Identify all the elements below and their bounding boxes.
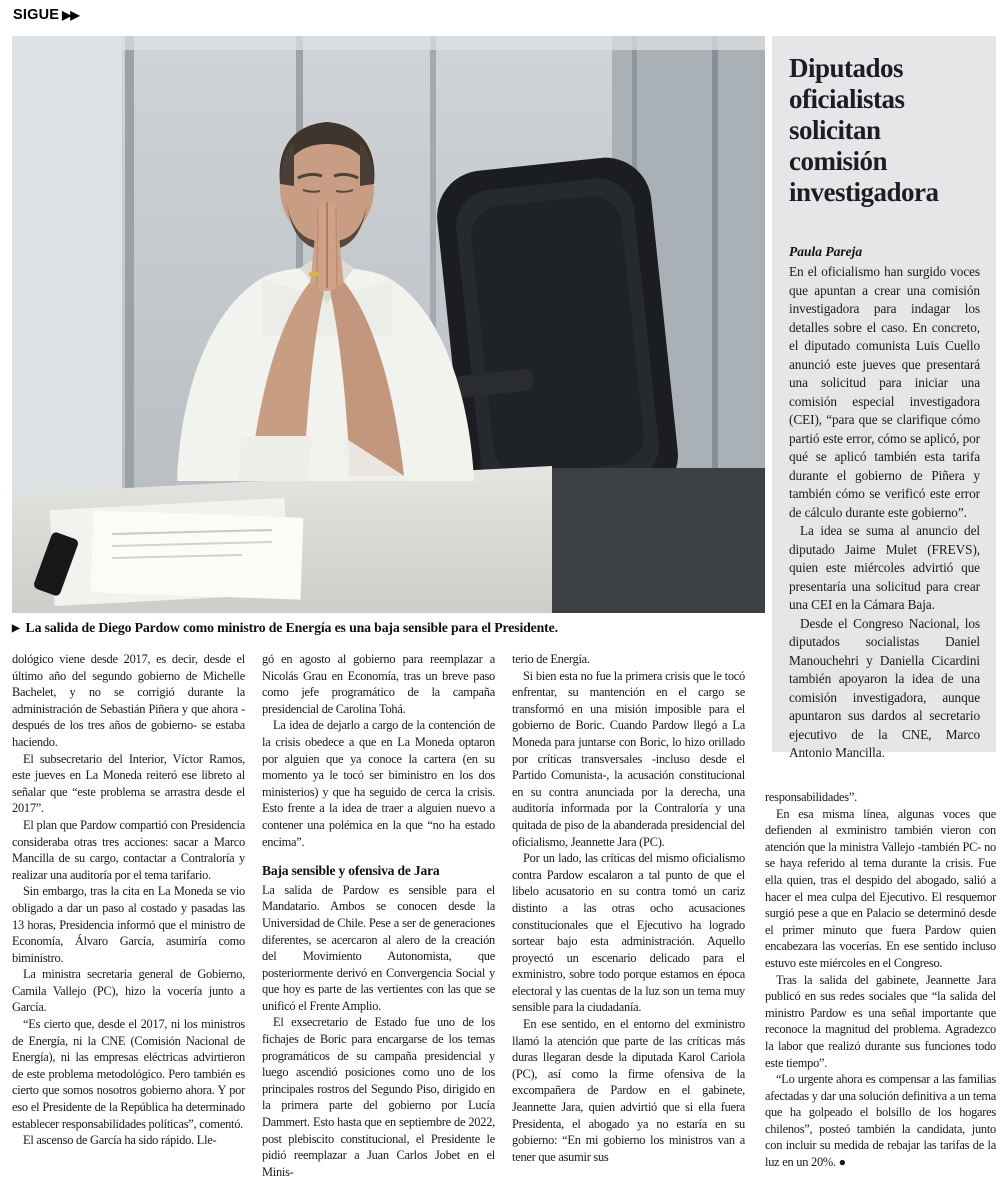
paragraph: “Es cierto que, desde el 2017, ni los ministros de Energía, ni la CNE (Comisión Nacional de Energía), ni las empresas eléctricas advirtieron de este problema metodológico. Pero también es cierto que somos nosotros gobierno ahora. Y por eso el Presidente de la República ha determinado establecer responsabilidades políticas”, comentó.: [12, 1017, 245, 1131]
article-subhead: Baja sensible y ofensiva de Jara: [262, 863, 440, 879]
paragraph: En esa misma línea, algunas voces que defienden al exministro también vieron con atención que la ministra Vallejo -también PC- no se haya referido al tema durante la crisis. Fue ella quien, tras el despido del abogado, salió a hacer el mea culpa del Ejecutivo. El resquemor surgió pese a que en Palacio se determinó desde el primer minuto que fuera Pardow quien encabezara las vocerías. En ese sentido incluso estuvo este miércoles en el Congreso.: [765, 806, 996, 970]
paragraph: gó en agosto al gobierno para reemplazar a Nicolás Grau en Economía, tras un breve paso como jefe programático de la campaña presidencial de Carolina Tohá.: [262, 652, 495, 716]
sidebar-paragraph: La idea se suma al anuncio del diputado Jaime Mulet (FREVS), quien este miércoles advirtió que presentaría una solicitud para crear una CEI en la Cámara Baja.: [789, 523, 980, 612]
paragraph: En ese sentido, en el entorno del exministro llamó la atención que parte de las críticas más duras llegaran desde la diputada Karol Cariola (PC), así como la firme ofensiva de la excompañera de Pardow en el gabinete, Jeannette Jara, quien advirtió que si ella fuera Presidenta, el abogado ya no estaría en su gobierno: “En mi gobierno los ministros van a tener que asumir sus: [512, 1017, 745, 1164]
paragraph: Tras la salida del gabinete, Jeannette Jara publicó en sus redes sociales que “la salida del ministro Pardow es una señal importante que reconoce la magnitud del problema. Agradezco la labor que realizó durante sus funciones todo este tiempo”.: [765, 972, 996, 1070]
kicker-arrows-icon: ▶▶: [62, 8, 79, 22]
paragraph: terio de Energía.: [512, 652, 590, 666]
paragraph: Por un lado, las críticas del mismo oficialismo contra Pardow escalaron a tal punto de que el libelo acusatorio en su contra tomó un cariz distinto a las otras ocho acusaciones constitucionales que el Ejecutivo ha logrado sortear bajo esta administración. Aquello proyectó un escenario delicado para el exministro, sobre todo porque estamos en época electoral y las cuentas de la luz son un tema muy sensible para la ciudadanía.: [512, 851, 745, 1015]
article-column-4: [765, 789, 996, 1171]
sidebar-box: [772, 36, 996, 760]
kicker: [13, 7, 79, 23]
paragraph: El plan que Pardow compartió con Presidencia consideraba otras tres acciones: sacar a Marco Mancilla de su cargo, contactar a Contraloría y realizar una auditoría por el tema tarifario.: [12, 817, 245, 882]
photo-caption-row: [12, 620, 765, 636]
photo-illustration: [12, 36, 765, 613]
paragraph: dológico viene desde 2017, es decir, desde el último año del segundo gobierno de Michelle Bachelet, y no se corrigió durante la administración de Sebastián Piñera y que ahora - después de los tres años de gobierno- se estaba haciendo.: [12, 652, 245, 749]
article-column-2: [262, 651, 495, 1180]
sidebar-byline: Paula Pareja: [789, 244, 863, 259]
paragraph: responsabilidades”.: [765, 790, 857, 804]
sidebar-title: Diputados oficialistas solicitan comisión investigadora: [789, 53, 939, 207]
kicker-label: SIGUE: [13, 7, 60, 23]
sidebar-paragraph: Desde el Congreso Nacional, los diputados socialistas Daniel Manouchehri y Daniella Cicardini también apoyaron la idea de una comisión investigadora, aunque apuntaron sus dardos al secretario ejecutivo de la CNE, Marco Antonio Mancilla.: [789, 615, 980, 760]
article-photo: [12, 36, 765, 613]
paragraph: “Lo urgente ahora es compensar a las familias afectadas y dar una solución definitiva a un tema que ha golpeado el bolsillo de los hogares chilenos”, posteó también la candidata, junto con incluir su medida de rebajar las tarifas de la luz en un 20%. ●: [765, 1072, 996, 1170]
paragraph: El exsecretario de Estado fue uno de los fichajes de Boric para encargarse de los temas programáticos de su campaña presidencial y luego ascendió posiciones como uno de los principales rostros del Segundo Piso, dirigido en la primera parte del gobierno por Lucía Dammert. Esto hasta que en septiembre de 2022, post plebiscito constitucional, el Presidente le pidió reemplazar a Juan Carlos Jobet en el Minis-: [262, 1015, 495, 1179]
paragraph: La idea de dejarlo a cargo de la contención de la crisis obedece a que en La Moneda optaron por alguien que ya conoce la cartera (en su momento ya le tocó ser biministro en los dos ministerios) y que ha seguido de cerca la crisis. Esto frente a la idea de traer a alguien nuevo a contener una polémica en la que “no ha estado encima”.: [262, 718, 495, 849]
paragraph: La salida de Pardow es sensible para el Mandatario. Ambos se conocen desde la Universidad de Chile. Pese a ser de generaciones diferentes, se acercaron al alero de la creación del Movimiento Autonomista, que posteriormente derivó en Convergencia Social y que hoy es parte de las vertientes con las que se unificó el Frente Amplio.: [262, 882, 495, 1013]
sidebar-paragraph: En el oficialismo han surgido voces que apuntan a crear una comisión investigadora para indagar los detalles sobre el caso. En concreto, el diputado comunista Luis Cuello anunció este jueves que presentará una solicitud para iniciar una comisión especial investigadora (CEI), “para que se clarifique cómo partió este error, cómo se aplicó, por qué se aplicó también esta tarifa durante el gobierno de Piñera y también cómo se verificó este error de cálculo durante este gobierno”.: [789, 264, 980, 520]
photo-papers: [50, 498, 304, 606]
photo-under-desk-shadow: [552, 468, 765, 613]
paragraph: El ascenso de García ha sido rápido. Lle-: [23, 1133, 217, 1148]
paragraph: Sin embargo, tras la cita en La Moneda se vio obligado a dar un paso al costado y pasadas las 13 horas, Presidencia informó que el ministro de Economía, Álvaro García, asumiría como biministro.: [12, 884, 245, 965]
caption-marker-icon: ▶: [12, 623, 20, 634]
paragraph: La ministra secretaria general de Gobierno, Camila Vallejo (PC), hizo la vocería junto a García.: [12, 967, 245, 1015]
paragraph: Si bien esta no fue la primera crisis que le tocó enfrentar, su mantención en el cargo se transformó en una misión imposible para el gobierno de Boric. Cuando Pardow llegó a La Moneda para juntarse con Boric, lo hizo orillado por críticas transversales -incluso desde el Partido Comunista-, la acusación constitucional en su contra anunciada por la derecha, una auditoría informada por la Contraloría y una quitada de piso de la abanderada presidencial del oficialismo, Jeannette Jara (PC).: [512, 668, 745, 849]
paragraph: El subsecretario del Interior, Víctor Ramos, este jueves en La Moneda reiteró ese libreto al señalar que “este problema se arrastra desde el 2017”.: [12, 751, 245, 816]
photo-caption: La salida de Diego Pardow como ministro de Energía es una baja sensible para el Presidente.: [25, 620, 558, 635]
article-column-1: [12, 651, 245, 1149]
article-column-3: [512, 651, 745, 1165]
